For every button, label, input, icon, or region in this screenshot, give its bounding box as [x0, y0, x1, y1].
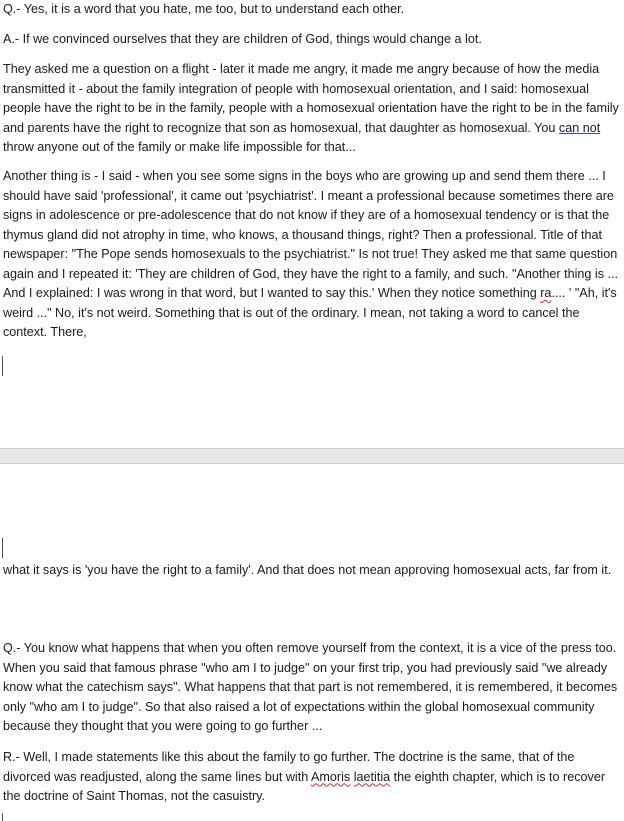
text-cursor: [2, 813, 3, 821]
text-segment: Another thing is - I said - when you see some signs in the boys who are growing up and send them there ... I should have said 'professional', it came out 'psychiatrist'. I meant a professional because sometimes there are signs in adolescence or pre-adolescence that do not know if they are of a homosexual tendency or is that the thymus gland did not atrophy in time, who knows, a thousand things, right? Then a professional. Title of that newspaper: "The Pope sends homosexuals to the psychiatrist." Is not true! They asked me that same question again and I repeated it: 'They are children of God, they have the right to a family, and such. "Another thing is ... And I explained: I was wrong in that word, but I wanted to say this.' When they notice something: [3, 169, 621, 300]
paragraph-question-context: Q.- You know what happens that when you often remove yourself from the context, it is a vice of the press too. When you said that famous phrase "who am I to judge" on your first trip, you had previously said "we already know what the catechism says". What happens that that part is not remembered, it is remembered, it becomes only "who am I to judge". So that also raised a lot of expectations within the global homosexual community because they thought that you were going to go further ...: [3, 641, 621, 733]
paragraph-another-thing: [3, 167, 621, 343]
document-page-bottom: [0, 464, 624, 821]
text-segment: the eighth chapter, which is to recover the doctrine of Saint Thomas, not the casuistry.: [3, 769, 609, 803]
spelling-flag-laetitia[interactable]: laetitia: [353, 769, 391, 784]
paragraph-answer-doctrine: [3, 748, 621, 807]
spelling-flag-ra[interactable]: ra: [540, 286, 552, 300]
text-cursor: [2, 356, 3, 376]
text-segment: They asked me a question on a flight - later it made me angry, it made me angry because of how the media transmitted it - about the family integration of people with homosexual orientation, and I said: homosexual people have the right to be in the family, people with a homosexual orientation have the right to be in the family and parents have the right to recognize that son as homosexual, that daughter as homosexual. You: [3, 62, 623, 135]
paragraph-answer-1: A.- If we convinced ourselves that they are children of God, things would change a lot.: [3, 32, 482, 46]
text-segment: throw anyone out of the family or make life impossible for that...: [3, 120, 604, 154]
text-segment: R.- Well, I made statements like this about the family to go further. The doctrine is the same, that of the divorced was readjusted, along the same lines but with: [3, 750, 578, 784]
spelling-flag-amoris[interactable]: Amoris: [311, 769, 351, 784]
text-cursor: [2, 538, 3, 558]
text-segment: .... ' "Ah, it's weird ..." No, it's not weird. Something that is out of the ordinary. I mean, not taking a word to cancel the context. There,: [3, 286, 621, 339]
grammar-flag-can-not[interactable]: can not: [558, 120, 601, 135]
paragraph-flight-question: [3, 60, 621, 158]
page-break-gap: [0, 448, 624, 464]
paragraph-question-1: Q.- Yes, it is a word that you hate, me too, but to understand each other.: [3, 2, 405, 16]
paragraph-continuation: what it says is 'you have the right to a family'. And that does not mean approving homosexual acts, far from it.: [3, 563, 612, 577]
